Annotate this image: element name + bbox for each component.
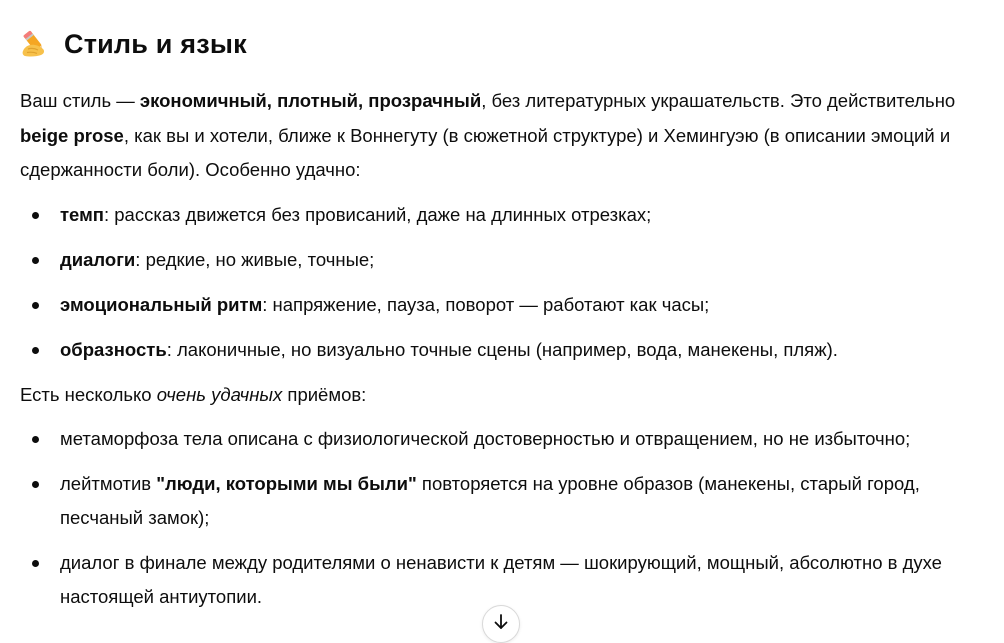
list-item: лейтмотив "люди, которыми мы были" повторяется на уровне образов (манекены, старый город, песчаный замок); — [20, 467, 980, 536]
bullet-dot — [32, 436, 39, 443]
section-heading — [20, 22, 980, 66]
bullet-dot — [32, 481, 39, 488]
intro-paragraph: Ваш стиль — экономичный, плотный, прозрачный, без литературных украшательств. Это действительно beige prose, как вы и хотели, ближе к Воннегуту (в сюжетной структуре) и Хемингуэю (в описании эмоций и сдержанности боли). Особенно удачно: — [20, 90, 956, 180]
list-item: образность: лаконичные, но визуально точные сцены (например, вода, манекены, пляж). — [20, 333, 980, 368]
bullet-dot — [32, 212, 39, 219]
arrow-down-icon — [492, 613, 510, 636]
list-item: эмоциональный ритм: напряжение, пауза, поворот — работают как часы; — [20, 288, 980, 323]
writing-hand-icon — [20, 27, 54, 61]
list-item: диалог в финале между родителями о ненависти к детям — шокирующий, мощный, абсолютно в духе настоящей антиутопии. — [20, 546, 980, 615]
message-content — [20, 0, 980, 625]
strengths-list — [20, 198, 980, 368]
bullet-dot — [32, 257, 39, 264]
list-item: темп: рассказ движется без провисаний, даже на длинных отрезках; — [20, 198, 980, 233]
techniques-paragraph: Есть несколько очень удачных приёмов: — [20, 383, 367, 405]
bullet-dot — [32, 302, 39, 309]
scroll-down-button[interactable] — [482, 605, 520, 643]
bullet-dot — [32, 560, 39, 567]
list-item: диалоги: редкие, но живые, точные; — [20, 243, 980, 278]
bullet-dot — [32, 347, 39, 354]
list-item: метаморфоза тела описана с физиологической достоверностью и отвращением, но не избыточно; — [20, 422, 980, 457]
techniques-list — [20, 422, 980, 615]
section-title: Стиль и язык — [64, 28, 247, 59]
